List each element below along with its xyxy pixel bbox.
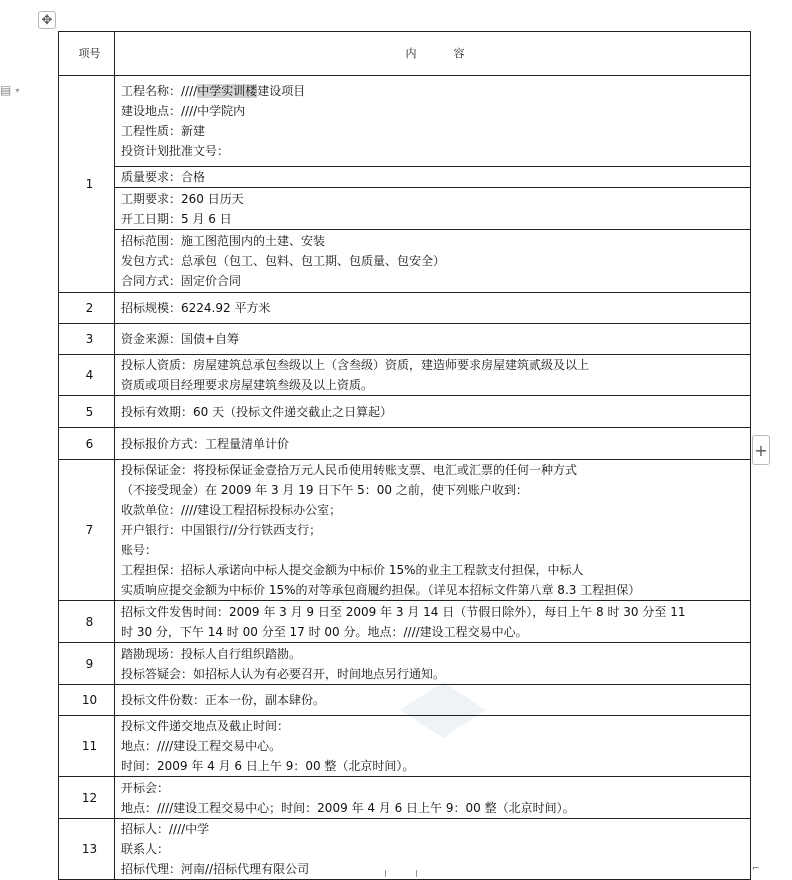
item-content-cell[interactable] <box>115 685 751 716</box>
content-line: 发包方式：总承包（包工、包料、包工期、包质量、包安全） <box>121 254 446 268</box>
content-line: 合同方式：固定价合同 <box>121 274 242 288</box>
item-content-cell[interactable] <box>115 428 751 460</box>
table-row <box>59 685 751 716</box>
bid-info-table <box>58 31 751 880</box>
item-number: 4 <box>59 355 115 396</box>
content-line: 地点：////建设工程交易中心。 <box>121 739 282 753</box>
content-line: 投标文件递交地点及截止时间： <box>121 719 290 733</box>
chevron-down-icon[interactable]: ▾ <box>15 85 20 95</box>
document-icon[interactable]: ▤ ▾ <box>0 83 20 97</box>
item-content-cell[interactable] <box>115 188 751 230</box>
item-number: 5 <box>59 396 115 428</box>
header-item-number: 项号 <box>59 32 115 76</box>
table-row <box>59 819 751 880</box>
content-line: 招标人：////中学 <box>121 822 210 836</box>
highlighted-selection[interactable]: 中学实训楼 <box>197 84 258 98</box>
content-line: 质量要求：合格 <box>121 170 206 184</box>
item-content-cell[interactable] <box>115 355 751 396</box>
table-row <box>59 643 751 685</box>
content-line: 招标范围：施工图范围内的土建、安装 <box>121 234 326 248</box>
item-content-cell[interactable] <box>115 460 751 601</box>
content-line: 实质响应提交金额为中标价 15%的对等承包商履约担保。（详见本招标文件第八章 8.3 工程担保） <box>121 583 641 597</box>
content-line: 招标文件发售时间：2009 年 3 月 9 日至 2009 年 3 月 14 日（节假日除外），每日上午 8 时 30 分至 11 <box>121 604 686 619</box>
item-number: 13 <box>59 819 115 880</box>
table-row <box>59 324 751 355</box>
item-content-cell[interactable] <box>115 230 751 293</box>
table-row <box>59 230 751 293</box>
item-number: 3 <box>59 324 115 355</box>
content-line: 投标人资质：房屋建筑总承包叁级以上（含叁级）资质，建造师要求房屋建筑贰级及以上 <box>121 358 590 372</box>
item-number: 8 <box>59 601 115 643</box>
content-line: 投标保证金：将投标保证金壹拾万元人民币使用转账支票、电汇或汇票的任何一种方式 <box>121 463 578 477</box>
content-line: 时间：2009 年 4 月 6 日上午 9：00 整（北京时间）。 <box>121 759 415 773</box>
add-column-plus-icon[interactable]: + <box>752 435 770 465</box>
header-content: 内 容 <box>115 32 751 76</box>
content-line: 开标会： <box>121 780 170 795</box>
item-content-cell[interactable] <box>115 777 751 819</box>
table-row <box>59 188 751 230</box>
content-line: 资质或项目经理要求房屋建筑叁级及以上资质。 <box>121 378 374 392</box>
table-row <box>59 293 751 324</box>
content-line: 时 30 分，下午 14 时 00 分至 17 时 00 分。地点：////建设工程交易中心。 <box>121 624 528 639</box>
content-line: 投标有效期：60 天（投标文件递交截止之日算起） <box>121 404 393 419</box>
content-line: 开户银行：中国银行//分行铁西支行； <box>121 523 322 537</box>
content-line: 工程性质：新建 <box>121 124 206 138</box>
content-line <box>121 81 750 101</box>
item-number: 11 <box>59 716 115 777</box>
content-line: 建设地点：////中学院内 <box>121 104 246 118</box>
item-content-cell[interactable] <box>115 293 751 324</box>
table-row <box>59 396 751 428</box>
table-row <box>59 355 751 396</box>
content-line: 投资计划批准文号： <box>121 144 230 158</box>
table-header-row <box>59 32 751 76</box>
item-number: 2 <box>59 293 115 324</box>
table-row <box>59 716 751 777</box>
table-row <box>59 460 751 601</box>
item-number: 12 <box>59 777 115 819</box>
content-line: 账号： <box>121 543 158 557</box>
content-line: 招标规模：6224.92 平方米 <box>121 301 271 315</box>
item-content-cell[interactable] <box>115 76 751 167</box>
content-line: 联系人： <box>121 842 170 856</box>
content-line: 投标答疑会：如招标人认为有必要召开，时间地点另行通知。 <box>121 666 446 681</box>
content-line: （不接受现金）在 2009 年 3 月 19 日下午 5：00 之前，使下列账户收到： <box>121 483 528 497</box>
content-text: 工程名称：//// <box>121 84 198 98</box>
item-number: 9 <box>59 643 115 685</box>
table-move-handle-icon[interactable]: ✥ <box>38 11 56 29</box>
item-content-cell[interactable] <box>115 396 751 428</box>
content-line: 开工日期：5 月 6 日 <box>121 211 232 226</box>
item-content-cell[interactable] <box>115 324 751 355</box>
item-content-cell[interactable] <box>115 819 751 880</box>
table-row <box>59 167 751 188</box>
table-row <box>59 601 751 643</box>
content-text: 建设项目 <box>257 84 306 98</box>
content-line: 收款单位：////建设工程招标投标办公室； <box>121 503 342 517</box>
item-number: 6 <box>59 428 115 460</box>
content-line: 工程担保：招标人承诺向中标人提交金额为中标价 15%的业主工程款支付担保，中标人 <box>121 563 584 577</box>
item-content-cell[interactable] <box>115 167 751 188</box>
content-line: 投标报价方式：工程量清单计价 <box>121 436 290 451</box>
content-line: 资金来源：国债+自筹 <box>121 332 240 346</box>
corner-mark-icon: ⌐ <box>752 864 760 874</box>
item-content-cell[interactable] <box>115 716 751 777</box>
table-row <box>59 777 751 819</box>
item-content-cell[interactable] <box>115 601 751 643</box>
content-line: 地点：////建设工程交易中心；时间：2009 年 4 月 6 日上午 9：00 整（北京时间）。 <box>121 800 575 815</box>
table-row <box>59 76 751 167</box>
content-line: 踏勘现场：投标人自行组织踏勘。 <box>121 646 302 661</box>
item-number: 10 <box>59 685 115 716</box>
content-line: 招标代理：河南//招标代理有限公司 <box>121 862 310 876</box>
table-row <box>59 428 751 460</box>
item-content-cell[interactable] <box>115 643 751 685</box>
content-line: 工期要求：260 日历天 <box>121 191 244 206</box>
item-number: 1 <box>59 76 115 293</box>
content-line: 投标文件份数：正本一份，副本肆份。 <box>121 693 326 707</box>
item-number: 7 <box>59 460 115 601</box>
